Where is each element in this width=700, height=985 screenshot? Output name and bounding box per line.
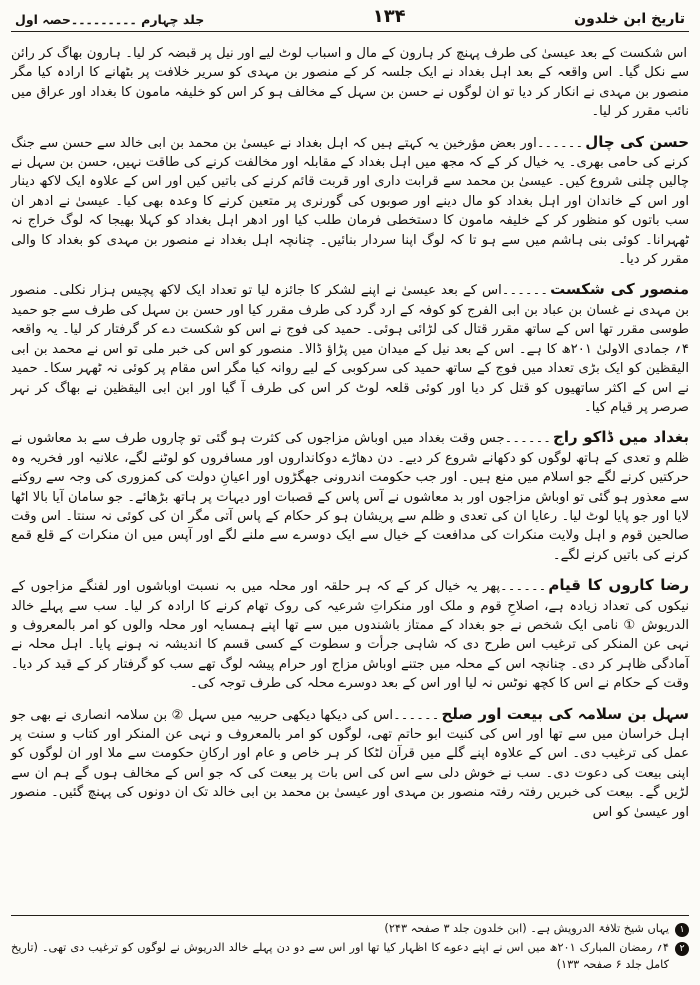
heading-leader: ۔۔۔۔۔۔ xyxy=(536,135,584,151)
section-heading: منصور کی شکست xyxy=(550,280,689,299)
section-heading: بغداد میں ڈاکو راج xyxy=(553,428,689,447)
heading-leader: ۔۔۔۔۔۔ xyxy=(504,431,552,447)
section-text: اس شکست کے بعد عیسیٰ کی طرف پہنچ کر ہارون کے مال و اسباب لوٹ لیے اور نیل پر قبضہ کر لیا۔ ہارون بھاگ کر رائن سے نکل گیا۔ اس واقعہ کے بعد اہل بغداد نے ایک جلسہ کر کے منصور بن مہدی کو سریر خلافت پر بٹھانے کا ارادہ کیا مگر منصور بن مہدی نے انکار کر دیا تو ان لوگوں نے حسن بن سہل کے مخالف ہو کر اس کو خلیفہ مامون کا بغداد اور عراق میں نائب مقرر کر لیا۔ xyxy=(11,46,689,120)
main-text xyxy=(11,41,689,822)
heading-leader: ۔۔۔۔۔۔ xyxy=(393,707,440,723)
volume-label: جلد چہارم ۔۔۔۔۔۔۔۔۔حصہ اول xyxy=(15,12,205,27)
footnote-2-marker: ۲ xyxy=(675,942,689,956)
section-heading xyxy=(687,43,689,61)
section-text: اس کی دیکھا دیکھی حربیہ میں سہل ② بن سلامہ انصاری نے بھی جو اہل خراسان میں سے تھا اور اس کی کنیت ابو حاتم تھی، لوگوں کو امر بالمعروف و نہی عن المنکر اور کتاب و سنت پر عمل کی ترغیب دی۔ اس کے علاوہ اپنے گلے میں قرآن لٹکا کر ہر خاص و عام اور ارکانِ حکومت سے ملا اور ان لوگوں کو اپنی بیعت کی دعوت دی۔ سب نے خوش دلی سے اس کی اس بات پر بیعت کی کہ جو اس کے مخالف ہوں گے ہم ان سے لڑیں گے۔ بیعت کی خبریں رفتہ رفتہ منصور بن مہدی اور عیسیٰ بن محمد بن ابی خالد تک ان دونوں کی پہنچ گئیں۔ منصور اور عیسیٰ کو اس xyxy=(11,707,689,820)
section-text: جس وقت بغداد میں اوباش مزاجوں کی کثرت ہو گئی تو چاروں طرف سے بد معاشوں نے ظلم و تعدی کے ہاتھ لوگوں کو دکھانے شروع کر دیے۔ دن دھاڑے دوکانداروں اور مسافروں کو لوٹنے لگے، علانیہ اور فخریہ وہ حرکتیں کرنے لگے جو اسلام میں منع ہیں۔ اور جب حکومت اندرونی جھگڑوں اور اعیانِ دولت کی کمزوری کی وجہ سے روکنے سے معذور ہو گئی تو اوباش مزاجوں اور بد معاشوں نے آس پاس کے قصبات اور دیہات پر ہاتھ بڑھائے۔ جو سامان آیا بالا اٹھا لایا اور جو پایا لوٹ لیا۔ رعایا ان کی تعدی و ظلم سے پریشان ہو کر حکام کے پاس آتی مگر ان کی کوئی نہ سنتا۔ اس وقت صالحین قوم و اہل ولایت منکرات کی مدافعت کے خیال سے ایک دوسرے سے ملنے لگے اور آپس میں ان منکرات کے قلع قمع کرنے کی باتیں کرنے لگے۔ xyxy=(11,431,689,563)
heading-leader: ۔۔۔۔۔۔ xyxy=(501,283,549,299)
footnote-1 xyxy=(11,921,689,938)
section-heading: رضا کاروں کا قیام xyxy=(548,576,689,595)
paragraph-intro xyxy=(11,41,689,122)
header-rule xyxy=(11,31,689,32)
section-text: اس کے بعد عیسیٰ نے اپنے لشکر کا جائزہ لیا تو تعداد ایک لاکھ پچیس ہزار نکلی۔ منصور بن مہدی نے غسان بن عباد بن ابی الفرج کو کوفہ کے ارد گرد کی طرف مقرر کیا اور حسن بن سہل کی طرف سے جو حمید طوسی مقرر تھا اس کے ساتھ مقرر قتال کی لڑائی ہوئی۔ حمید کی فوج نے اس کو شکست دے کر گرفتار کر لیا۔ یہ واقعہ ۴؍ جمادی الاولیٰ ۲۰۱ھ کا ہے۔ اس کے بعد نیل کے میدان میں پڑاؤ ڈالا۔ منصور کو اس کی خبر ملی تو اس نے محمد بن ابی الیقظین کو ایک بڑی تعداد میں فوج کے ساتھ حمید کی سرکوبی کے لیے روانہ کیا مگر اس مقام پر کوئی نہ ٹھہر سکا۔ حمید نے اس کے اکثر ساتھیوں کو قتل کر دیا اور کوئی قلعہ لوٹ کر اس کی طرف آ گیا اور ابن ابی الیقظین نے بھاگ کر نہر صرصر پر قیام کیا۔ xyxy=(11,283,689,415)
page-number: ۱۳۴ xyxy=(372,6,406,27)
section-heading: حسن کی چال xyxy=(585,132,689,151)
paragraph-sahl-pledge xyxy=(11,703,689,822)
footnote-rule xyxy=(11,915,689,916)
section-text: پھر یہ خیال کر کے کہ ہر حلقہ اور محلہ میں بہ نسبت اوباشوں اور لفنگے مزاجوں کے نیکوں کی تعداد زیادہ ہے، اصلاحِ قوم و ملک اور منکراتِ شرعیہ کی روک تھام کرنے کا ارادہ کر لیا۔ سب سے پہلے خالد الدریوش ① نامی ایک شخص نے جو بغداد کے ممتاز باشندوں میں سے تھا اپنے ہمسایہ اور محلہ والوں کو امر بالمعروف و نہی عن المنکر کی ترغیب اس طرح دی کہ شاہی جرأت و سطوت کے کسی قسم کا اندیشہ نہ ہونے پایا۔ اہل محلہ نے آمادگی ظاہر کر دی۔ چنانچہ اس کے محلہ میں جتنے اوباش مزاج اور حرام پیشہ لوگ تھے سب کو گرفتار کر کے قید کر دیا۔ وقت کے حکام نے اس کا کچھ نوٹس نہ لیا اور اس کے بعد دوسرے محلہ کی طرف توجہ کی۔ xyxy=(11,579,689,692)
paragraph-hasan-trick xyxy=(11,131,689,270)
footnote-2-text: ۴؍ رمضان المبارک ۲۰۱ھ میں اس نے اپنے دعوے کا اظہار کیا تھا اور اس سے دو دن پہلے خالد الدریوش نے لوگوں کو ترغیب دی تھی۔ (تاریخ کامل جلد ۶ صفحہ ۱۳۳) xyxy=(11,941,669,972)
heading-leader: ۔۔۔۔۔۔ xyxy=(500,579,547,595)
section-text: اور بعض مؤرخین یہ کہتے ہیں کہ اہل بغداد نے عیسیٰ بن محمد بن ابی خالد سے حسن سے جنگ کرنے کی حامی بھری۔ یہ خیال کر کے کہ مجھ میں اہل بغداد کے مقابلہ اور مخالفت کرنے کی طاقت نہیں، حسن بن سہل نے چالیں چلنی شروع کیں۔ عیسیٰ بن محمد سے قرابت داری اور قربت قائم کرنے کی باتیں کیں اور اس کے علاوہ ایک لاکھ دینار اور اس کے خاندان اور اہل بغداد کو مال دینے اور صوبوں کی گورنری پر متعین کرنے کا وعدہ بھی کیا۔ عیسیٰ نے ادھر ان سب باتوں کو منظور کر کے خلیفہ مامون کا دستخطی فرمان طلب کیا اور ادھر اہل بغداد کو کہلا بھیجا کہ لوگ خراج نہ ٹھہرانا۔ کوئی بنی ہاشم میں سے ہو تا کہ لوگ اپنا سردار بنائیں۔ چنانچہ اہل بغداد نے منصور بن مہدی کو بغداد کا والی مقرر کر دیا۔ xyxy=(11,135,689,268)
paragraph-baghdad-bandits xyxy=(11,426,689,565)
footnotes-area xyxy=(11,915,689,976)
paragraph-mansur-defeat xyxy=(11,278,689,417)
book-title: تاریخ ابن خلدون xyxy=(574,11,685,27)
page-header xyxy=(11,6,689,29)
paragraph-volunteers xyxy=(11,574,689,693)
footnote-2 xyxy=(11,940,689,974)
footnote-1-text: یہاں شیخ تلافۃ الدرویش ہے۔ (ابن خلدون جلد ۳ صفحہ ۲۴۳) xyxy=(384,922,669,936)
section-heading: سہل بن سلامہ کی بیعت اور صلح xyxy=(441,704,689,723)
footnote-1-marker: ۱ xyxy=(675,923,689,937)
